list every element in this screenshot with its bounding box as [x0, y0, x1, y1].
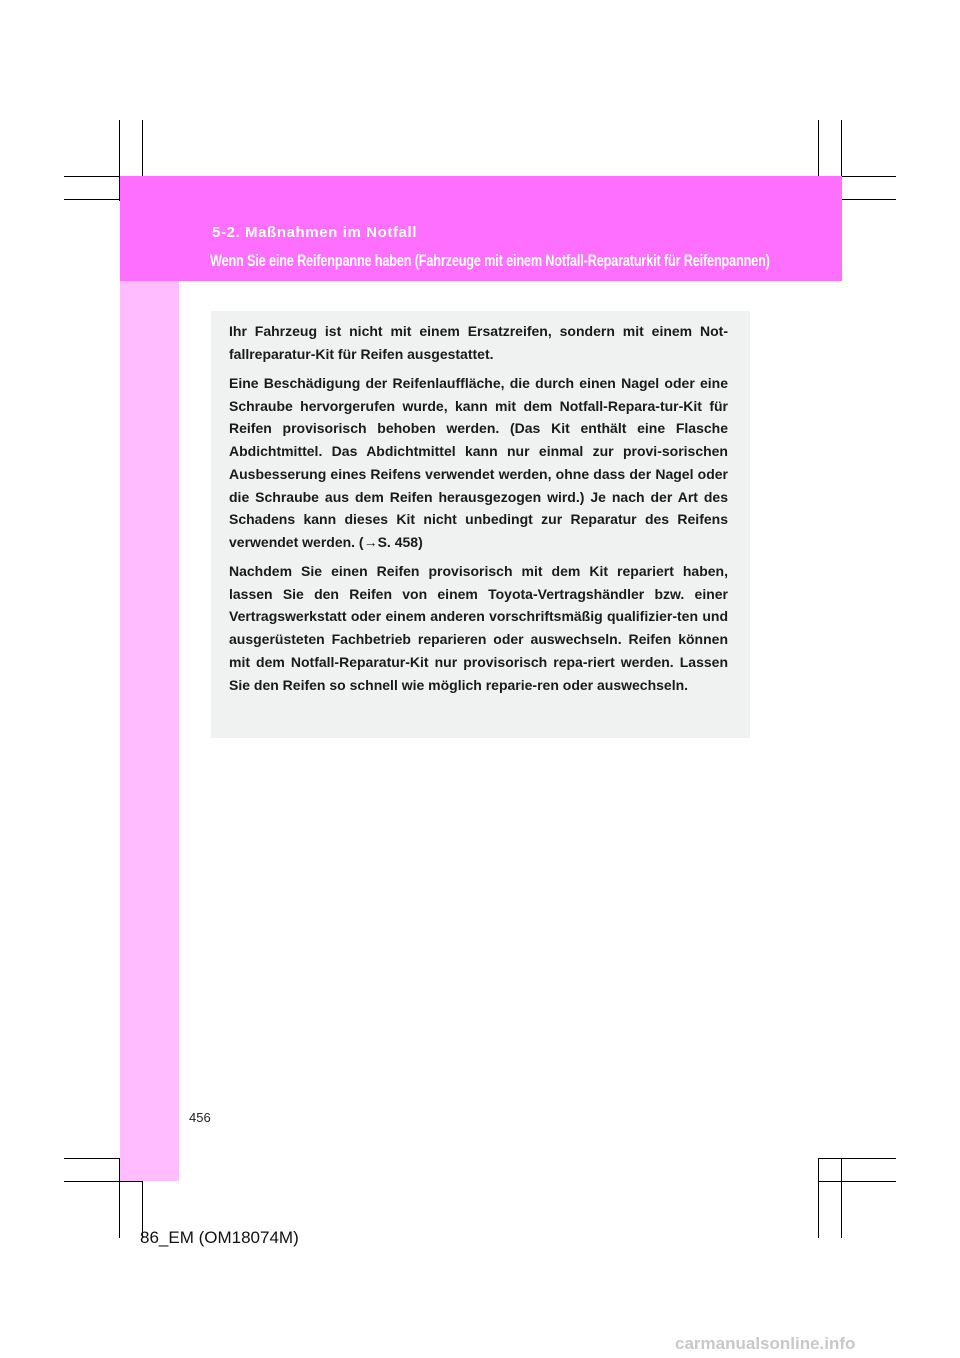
crop-mark	[841, 1158, 842, 1238]
paragraph: Eine Beschädigung der Reifenlauffläche, die durch einen Nagel oder eine Schraube hervorgerufen wurde, kann mit dem Notfall-Repara-tur-Kit für Reifen provisorisch behoben werden. (Das Kit enthält eine Flasche Abdichtmittel. Das Abdichtmittel kann nur einmal zur provi-sorischen Ausbesserung eines Reifens verwendet werden, ohne dass der Nagel oder die Schraube aus dem Reifen herausgezogen wird.) Je nach der Art des Schadens kann dieses Kit nicht unbedingt zur Reparatur des Reifens verwendet werden. (→S. 458)	[229, 375, 728, 550]
site-watermark: carmanualsonline.info	[675, 1334, 856, 1353]
document-code: 86_EM (OM18074M)	[140, 1228, 299, 1247]
crop-mark	[818, 1158, 896, 1159]
crop-mark	[64, 1181, 142, 1182]
page-number: 456	[189, 1110, 211, 1125]
crop-mark	[818, 1181, 896, 1182]
page-heading: Wenn Sie eine Reifenpanne haben (Fahrzeuge mit einem Notfall-Reparaturkit für Reifenpannen)	[210, 251, 770, 270]
paragraph: Nachdem Sie einen Reifen provisorisch mit dem Kit repariert haben, lassen Sie den Reifen von einem Toyota-Vertragshändler bzw. einer Vertragswerkstatt oder einem anderen vorschriftsmäßig qualifizier-ten und ausgerüsteten Fachbetrieb reparieren oder auswechseln. Reifen können mit dem Notfall-Reparatur-Kit nur provisorisch repa-riert werden. Lassen Sie den Reifen so schnell wie möglich reparie-ren oder auswechseln.	[229, 563, 728, 693]
content-box	[211, 311, 750, 738]
side-strip	[120, 281, 179, 1181]
section-label: 5-2. Maßnahmen im Notfall	[212, 224, 418, 241]
crop-mark	[818, 1158, 819, 1238]
paragraph: Ihr Fahrzeug ist nicht mit einem Ersatzreifen, sondern mit einem Not-fallreparatur-Kit für Reifen ausgestattet.	[229, 323, 728, 362]
